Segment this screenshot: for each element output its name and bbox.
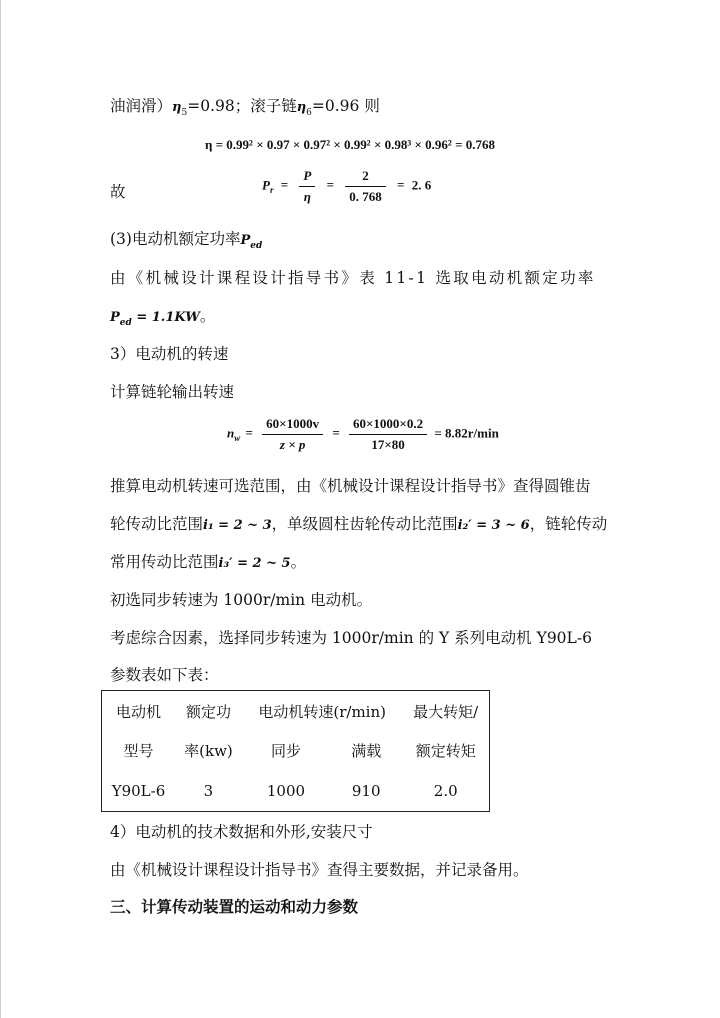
para1-line1: 推算电动机转速可选范围，由《机械设计课程设计指导书》查得圆锥齿 bbox=[110, 477, 591, 495]
table-cell: 额定转矩 bbox=[415, 742, 476, 761]
fraction-values bbox=[345, 168, 386, 205]
page-edge bbox=[0, 0, 1, 1018]
efficiency-line bbox=[110, 94, 380, 118]
table-row bbox=[102, 771, 490, 812]
table-cell: 最大转矩/ bbox=[413, 702, 479, 721]
table-cell: 同步 bbox=[270, 742, 301, 761]
nw-symbol: n bbox=[227, 425, 235, 441]
total-efficiency-equation: η = 0.99² × 0.97 × 0.97² × 0.99² × 0.98³ × 0.96² = 0.768 bbox=[205, 137, 495, 152]
text-c: =0.96 则 bbox=[311, 97, 380, 115]
heading-text: (3)电动机额定功率 bbox=[110, 230, 241, 248]
nw-num-1: 60×1000v bbox=[262, 416, 323, 435]
nw-equation bbox=[227, 416, 499, 453]
ped-value-line bbox=[110, 304, 215, 328]
ped-value-symbol: P bbox=[110, 310, 120, 325]
nw-sub: w bbox=[234, 433, 241, 444]
den-0768: 0. 768 bbox=[349, 189, 382, 204]
ped-value: = 1.1KW bbox=[131, 310, 200, 325]
table-row bbox=[102, 691, 490, 732]
l3-b: 。 bbox=[290, 553, 307, 571]
nw-fraction-2 bbox=[349, 416, 427, 453]
fraction-p-eta bbox=[299, 168, 315, 205]
text-a: 油润滑） bbox=[110, 97, 173, 115]
nw-equals-2: = bbox=[332, 425, 340, 441]
table-cell: 满载 bbox=[351, 742, 382, 761]
table-row bbox=[102, 731, 490, 771]
table-cell: 电动机转速(r/min) bbox=[258, 702, 386, 721]
rated-power-heading bbox=[110, 227, 262, 251]
nw-num-2: 60×1000×0.2 bbox=[349, 416, 427, 435]
record-line: 由《机械设计课程设计指导书》查得主要数据，并记录备用。 bbox=[110, 861, 529, 879]
num-2: 2 bbox=[345, 168, 386, 187]
tech-data-heading: 4）电动机的技术数据和外形,安装尺寸 bbox=[110, 823, 373, 841]
nw-fraction-1 bbox=[262, 416, 323, 453]
ped-value-sub: ed bbox=[119, 318, 132, 329]
select-line: 由《机械设计课程设计指导书》表 11-1 选取电动机额定功率 bbox=[110, 269, 596, 287]
eta6-symbol: η bbox=[296, 100, 307, 115]
eta5-sub: 5 bbox=[181, 108, 188, 119]
pr-result: 2. 6 bbox=[411, 177, 432, 193]
ped-sub: ed bbox=[250, 241, 263, 252]
table-cell: 3 bbox=[203, 781, 214, 800]
equals-3: = bbox=[397, 177, 405, 193]
l2-c: ，链轮传动 bbox=[529, 515, 608, 533]
speed-heading: 3）电动机的转速 bbox=[110, 345, 229, 363]
text-b: =0.98；滚子链 bbox=[187, 97, 297, 115]
table-cell: 910 bbox=[351, 781, 381, 800]
l2-a: 轮传动比范围 bbox=[110, 515, 204, 533]
eta5-symbol: η bbox=[172, 100, 182, 115]
pr-equation bbox=[262, 168, 431, 205]
nw-den-1: z × p bbox=[279, 437, 306, 452]
den-eta: η bbox=[303, 189, 311, 204]
i2-range: i₂′ = 3 ~ 6 bbox=[457, 518, 530, 533]
pr-symbol: P bbox=[262, 177, 270, 193]
table-cell: 1000 bbox=[266, 781, 306, 800]
consider-line: 考虑综合因素，选择同步转速为 1000r/min 的 Y 系列电动机 Y90L-6 bbox=[110, 629, 592, 647]
nw-den-2: 17×80 bbox=[371, 437, 405, 452]
gu-label: 故 bbox=[110, 183, 126, 201]
table-cell: 率(kw) bbox=[184, 742, 233, 761]
nw-result: = 8.82r/min bbox=[434, 425, 499, 441]
l3-a: 常用传动比范围 bbox=[110, 553, 219, 571]
calc-line: 计算链轮输出转速 bbox=[110, 383, 235, 401]
motor-params-table bbox=[101, 690, 490, 812]
eta6-sub: 6 bbox=[306, 108, 312, 119]
table-cell: 额定功 bbox=[185, 702, 231, 721]
ped-tail: 。 bbox=[199, 307, 216, 325]
equals-1: = bbox=[280, 177, 289, 193]
l2-b: ，单级圆柱齿轮传动比范围 bbox=[271, 515, 458, 533]
equals-2: = bbox=[326, 177, 335, 193]
para1-line3 bbox=[110, 550, 306, 572]
section-three-heading: 三、计算传动装置的运动和动力参数 bbox=[110, 897, 359, 916]
para1-line2 bbox=[110, 512, 607, 534]
pr-sub: r bbox=[269, 185, 274, 196]
nw-equals-1: = bbox=[245, 425, 253, 441]
table-cell: 型号 bbox=[123, 742, 154, 761]
num-p: P bbox=[299, 168, 315, 187]
i1-range: i₁ = 2 ~ 3 bbox=[203, 518, 272, 533]
table-cell: Y90L-6 bbox=[111, 781, 166, 800]
table-intro: 参数表如下表： bbox=[110, 666, 219, 684]
table-cell: 电动机 bbox=[115, 702, 161, 721]
init-select-line: 初选同步转速为 1000r/min 电动机。 bbox=[110, 591, 373, 609]
i3-range: i₃′ = 2 ~ 5 bbox=[218, 556, 291, 571]
ped-symbol: P bbox=[240, 233, 251, 248]
table-cell: 2.0 bbox=[433, 781, 458, 800]
